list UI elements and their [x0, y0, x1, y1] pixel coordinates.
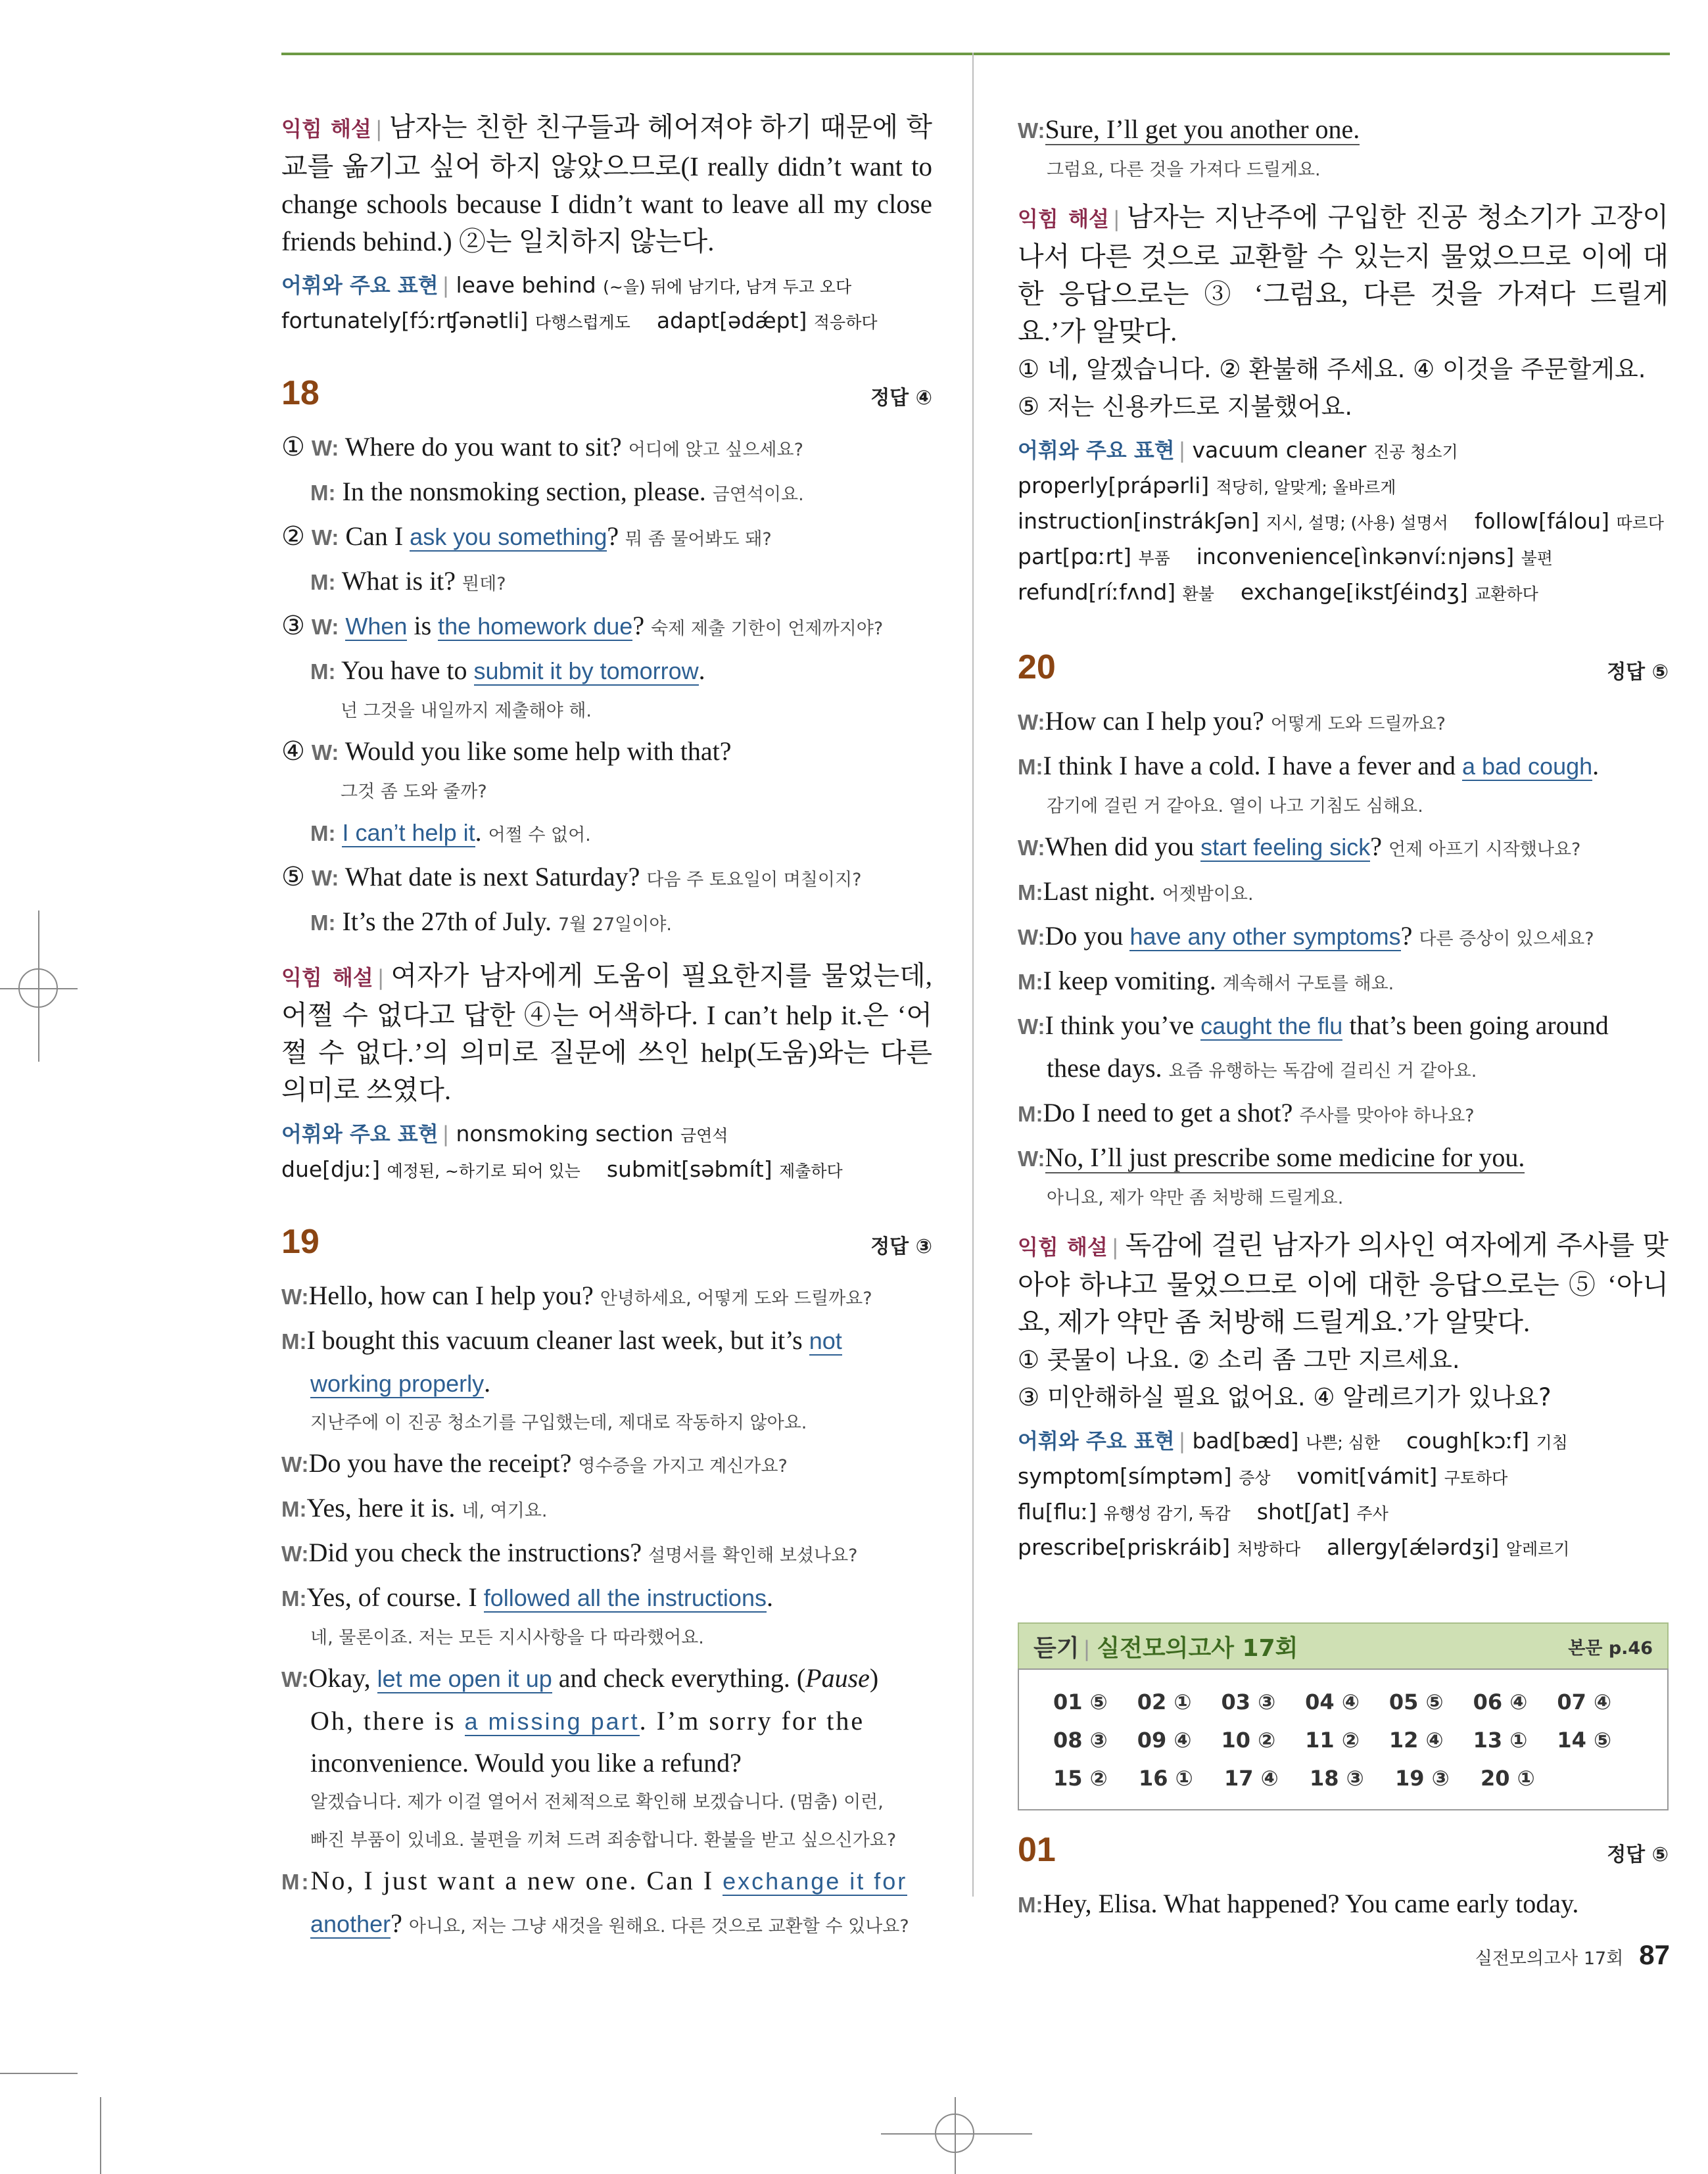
vocabulary-17: 어휘와 주요 표현 | leave behind (~을) 뒤에 남기다, 남겨 두고 오다 fortunately[fɔ́ːrʧənətli] 다행스럽게도 adapt[ədǽpt] 적응하다	[281, 272, 878, 333]
answer-box-header: 듣기 | 실전모의고사 17회 본문 p.46	[1018, 1622, 1669, 1668]
dialogue-line: W:Okay, let me open it up and check everything. (Pause)	[281, 1663, 879, 1693]
column-divider	[972, 53, 974, 1897]
dialogue-line: working properly.	[310, 1368, 491, 1398]
dialogue-line: ④ W: Would you like some help with that?	[281, 736, 732, 766]
explanation-20: 익힘 해설 | 독감에 걸린 남자가 의사인 여자에게 주사를 맞아야 하냐고 물었으므로 이에 대한 응답으로는 ⑤ ‘아니요, 제가 약만 좀 처방해 드릴게요.’가 알맞다. ① 콧물이 나요. ② 소리 좀 그만 지르세요. ③ 미안해하실 필요 없어요. ④ 알레르기가 있나요?	[1018, 1227, 1669, 1416]
dialogue-line: W:I think you’ve caught the flu that’s been going around	[1018, 1010, 1609, 1040]
dialogue-line: ③ W: When is the homework due? 숙제 제출 기한이 언제까지야?	[281, 611, 884, 640]
vocab-meaning: 진공 청소기	[1373, 442, 1458, 461]
vocab-term: shot[ʃat]	[1256, 1499, 1350, 1524]
vocab-term: vomit[vámit]	[1296, 1463, 1438, 1489]
dialogue-line: ② W: Can I ask you something? 뭐 좀 물어봐도 돼?	[281, 521, 772, 551]
crop-mark-h	[0, 2073, 78, 2074]
dialogue-line: M:Yes, here it is. 네, 여기요.	[281, 1493, 548, 1523]
explanation-text: 남자는 지난주에 구입한 진공 청소기가 고장이 나서 다른 것으로 교환할 수 있는지 물었으므로 이에 대한 응답으로는 ③ ‘그럼요, 다른 것을 가져다 드릴게요.’가 알맞다.	[1018, 202, 1669, 346]
blank-answer: start feeling sick	[1200, 834, 1371, 861]
answer-row	[1053, 1759, 1641, 1797]
dialogue-line: W:When did you start feeling sick? 언제 아프기 시작했나요?	[1018, 832, 1581, 861]
blank-answer: let me open it up	[377, 1665, 552, 1692]
answer-key: 정답 ⑤	[1607, 661, 1669, 684]
question-number: 01	[1018, 1831, 1056, 1869]
bottom-registration-circle	[935, 2114, 974, 2153]
answer-box-subtitle: 실전모의고사 17회	[1097, 1634, 1298, 1662]
explanation-19: 익힘 해설 | 남자는 지난주에 구입한 진공 청소기가 고장이 나서 다른 것으로 교환할 수 있는지 물었으므로 이에 대한 응답으로는 ③ ‘그럼요, 다른 것을 가져다 드릴게요.’가 알맞다. ① 네, 알겠습니다. ② 환불해 주세요. ④ 이것을 주문할게요. ⑤ 저는 신용카드로 지불했어요.	[1018, 199, 1669, 425]
vocab-term: follow[fálou]	[1474, 508, 1609, 534]
answer-cell: 06 ④	[1473, 1690, 1528, 1714]
explanation-label: 익힘 해설	[1018, 1235, 1108, 1260]
wrong-options: ③ 미안해하실 필요 없어요. ④ 알레르기가 있나요?	[1018, 1383, 1552, 1411]
dialogue-line: ① W: Where do you want to sit? 어디에 앉고 싶으세요?	[281, 432, 803, 461]
answer-box-body	[1018, 1668, 1669, 1810]
answer-cell: 19 ③	[1395, 1766, 1450, 1791]
explanation-17: 익힘 해설 | 남자는 친한 친구들과 헤어져야 하기 때문에 학교를 옮기고 싶어 하지 않았으므로(I really didn’t want to change schools because I didn’t want to leave all my close friends behind.) ②는 일치하지 않는다.	[281, 112, 933, 256]
vocab-meaning: 처방하다	[1237, 1540, 1301, 1559]
explanation-text: 독감에 걸린 남자가 의사인 여자에게 주사를 맞아야 하냐고 물었으므로 이에 대한 응답으로는 ⑤ ‘아니요, 제가 약만 좀 처방해 드릴게요.’가 알맞다.	[1018, 1230, 1669, 1337]
answer-row	[1053, 1683, 1641, 1721]
blank-answer: have any other symptoms	[1129, 923, 1401, 950]
vocab-meaning: 적응하다	[813, 313, 878, 332]
explanation-label: 익힘 해설	[281, 965, 373, 990]
vocab-meaning: 부품	[1138, 549, 1170, 568]
blank-answer: another	[310, 1910, 391, 1937]
crop-mark-v	[100, 2097, 101, 2174]
footer-section-label: 실전모의고사 17회	[1475, 1949, 1624, 1969]
blank-answer: the homework due	[438, 613, 633, 640]
dialogue-line: M: In the nonsmoking section, please. 금연석이요.	[310, 477, 804, 506]
question-number: 18	[281, 374, 320, 412]
answer-cell: 17 ④	[1224, 1766, 1279, 1791]
blank-answer: When	[345, 613, 408, 640]
vocab-meaning: 유행성 감기, 독감	[1103, 1504, 1231, 1523]
explanation-label: 익힘 해설	[1018, 206, 1109, 231]
vocab-term: symptom[símptəm]	[1018, 1463, 1232, 1489]
blank-answer: working properly	[310, 1370, 485, 1397]
answer-box-page-ref: 본문 p.46	[1568, 1638, 1653, 1659]
translation-line: 네, 물론이죠. 저는 모든 지시사항을 다 따라했어요.	[310, 1628, 704, 1648]
vocab-term: refund[ríːfʌnd]	[1018, 579, 1176, 605]
translation-line: 그것 좀 도와 줄까?	[341, 782, 487, 802]
dialogue-line: W:Hello, how can I help you? 안녕하세요, 어떻게 도와 드릴까요?	[281, 1281, 872, 1310]
top-rule	[281, 53, 1670, 55]
vocab-term: due[djuː]	[281, 1156, 381, 1182]
vocabulary-20: 어휘와 주요 표현 | bad[bæd] 나쁜; 심한 cough[kɔːf] 기침 symptom[símptəm] 증상 vomit[vámit] 구토하다 flu[fluː] 유행성 감기, 독감 shot[ʃat] 주사 prescribe[priskráib] 처방하다 allergy[ǽlərdʒi] 알레르기	[1018, 1428, 1570, 1560]
dialogue-line: M:No, I just want a new one. Can I exchange it for	[281, 1866, 908, 1895]
translation-line: 알겠습니다. 제가 이걸 열어서 전체적으로 확인해 보겠습니다. (멈춤) 이런,	[310, 1792, 884, 1812]
dialogue-line: W:Did you check the instructions? 설명서를 확인해 보셨나요?	[281, 1538, 858, 1567]
left-column	[281, 108, 932, 1947]
vocab-meaning: 알레르기	[1506, 1540, 1570, 1559]
blank-answer: ask you something	[410, 523, 607, 550]
answer-cell: 11 ②	[1305, 1728, 1360, 1753]
vocabulary-18: 어휘와 주요 표현 | nonsmoking section 금연석 due[djuː] 예정된, ~하기로 되어 있는 submit[səbmít] 제출하다	[281, 1121, 843, 1182]
vocab-meaning: 증상	[1239, 1469, 1271, 1488]
vocab-meaning: 교환하다	[1475, 584, 1538, 603]
wrong-options: ① 네, 알겠습니다. ② 환불해 주세요. ④ 이것을 주문할게요.	[1018, 355, 1646, 383]
dialogue-line: M:I keep vomiting. 계속해서 구토를 해요.	[1018, 966, 1394, 995]
dialogue-line: M:I think I have a cold. I have a fever and a bad cough.	[1018, 751, 1600, 780]
vocab-term: leave behind	[456, 272, 596, 298]
answer-cell: 08 ③	[1053, 1728, 1108, 1753]
answer-cell: 20 ①	[1481, 1766, 1535, 1791]
dialogue-line: these days. 요즘 유행하는 독감에 걸리신 거 같아요.	[1047, 1053, 1477, 1083]
blank-answer: caught the flu	[1200, 1012, 1343, 1039]
translation-line: 감기에 걸린 거 같아요. 열이 나고 기침도 심해요.	[1047, 796, 1423, 816]
vocabulary-label: 어휘와 주요 표현	[281, 1122, 439, 1146]
vocabulary-label: 어휘와 주요 표현	[1018, 1429, 1175, 1453]
vocab-term: allergy[ǽlərdʒi]	[1327, 1534, 1500, 1560]
question-20-header	[1018, 648, 1669, 687]
explanation-label: 익힘 해설	[281, 116, 371, 141]
dialogue-line: W:Do you have the receipt? 영수증을 가지고 계신가요?	[281, 1448, 788, 1478]
question-20-dialogue	[1018, 700, 1669, 1217]
wrong-options: ① 콧물이 나요. ② 소리 좀 그만 지르세요.	[1018, 1346, 1460, 1374]
dialogue-line: W:Do you have any other symptoms? 다른 증상이 있으세요?	[1018, 921, 1594, 951]
dialogue-line: W:No, I’ll just prescribe some medicine for you.	[1018, 1143, 1525, 1172]
vocab-meaning: 예정된, ~하기로 되어 있는	[387, 1162, 581, 1181]
vocab-meaning: (~을) 뒤에 남기다, 남겨 두고 오다	[603, 277, 852, 296]
vocab-meaning: 다행스럽게도	[534, 313, 630, 332]
page-number: 87	[1639, 1939, 1670, 1970]
answer-cell: 02 ①	[1137, 1690, 1192, 1714]
dialogue-line: ⑤ W: What date is next Saturday? 다음 주 토요일이 며칠이지?	[281, 862, 862, 891]
dialogue-line: M:Yes, of course. I followed all the instructions.	[281, 1582, 773, 1612]
vocab-term: cough[kɔːf]	[1406, 1428, 1529, 1453]
answer-key: 정답 ⑤	[1607, 1843, 1669, 1866]
answer-cell: 12 ④	[1388, 1728, 1444, 1753]
wrong-options: ⑤ 저는 신용카드로 지불했어요.	[1018, 392, 1353, 421]
blank-answer: I can’t help it	[342, 819, 475, 846]
vocab-meaning: 기침	[1536, 1433, 1568, 1452]
vocab-meaning: 금연석	[680, 1126, 728, 1145]
answer-row	[1053, 1721, 1641, 1759]
dialogue-line: M: What is it? 뭔데?	[310, 566, 506, 596]
blank-answer: followed all the instructions	[483, 1584, 767, 1611]
dialogue-line: M:Do I need to get a shot? 주사를 맞아야 하나요?	[1018, 1098, 1475, 1127]
dialogue-line: M:Last night. 어젯밤이요.	[1018, 876, 1254, 906]
answer-cell: 04 ④	[1305, 1690, 1360, 1714]
vocab-meaning: 지시, 설명; (사용) 설명서	[1266, 513, 1448, 532]
answer-cell: 15 ②	[1053, 1766, 1108, 1791]
answer-cell: 07 ④	[1557, 1690, 1612, 1714]
dialogue-line: another? 아니요, 저는 그냥 새것을 원해요. 다른 것으로 교환할 수 있나요?	[310, 1908, 909, 1938]
answer-cell: 01 ⑤	[1053, 1690, 1108, 1714]
answer-key: 정답 ④	[870, 387, 932, 410]
dialogue-line: inconvenience. Would you like a refund?	[310, 1748, 742, 1778]
blank-answer: a bad cough	[1461, 753, 1593, 780]
vocab-meaning: 나쁜; 심한	[1306, 1433, 1381, 1452]
question-number: 20	[1018, 648, 1056, 686]
vocab-term: adapt[ədǽpt]	[656, 308, 807, 333]
question-18-header	[281, 373, 932, 413]
vocab-meaning: 적당히, 알맞게; 올바르게	[1216, 478, 1396, 497]
dialogue-line: M:Hey, Elisa. What happened? You came early today.	[1018, 1889, 1579, 1918]
question-number: 19	[281, 1223, 320, 1261]
vocab-term: inconvenience[ìnkənvíːnjəns]	[1196, 544, 1515, 569]
explanation-18: 익힘 해설 | 여자가 남자에게 도움이 필요한지를 물었는데, 어쩔 수 없다고 답한 ④는 어색하다. I can’t help it.은 ‘어쩔 수 없다.’의 의미로 질문에 쓰인 help(도움)와는 다른 의미로 쓰였다.	[281, 960, 933, 1105]
vocabulary-19: 어휘와 주요 표현 | vacuum cleaner 진공 청소기 properly[prápərli] 적당히, 알맞게; 올바르게 instruction[instrákʃən] 지시, 설명; (사용) 설명서 follow[fálou] 따르다 part[pɑːrt] 부품 inconvenience[ìnkənvíːnjəns] 불편 refund[ríːfʌnd] 환불 exchange[ikstʃéindʒ] 교환하다	[1018, 437, 1664, 605]
answer-cell: 09 ④	[1137, 1728, 1192, 1753]
vocab-term: vacuum cleaner	[1192, 437, 1367, 463]
answer-cell: 10 ②	[1221, 1728, 1276, 1753]
vocab-term: fortunately[fɔ́ːrʧənətli]	[281, 308, 529, 333]
answer-cell: 14 ⑤	[1557, 1728, 1612, 1753]
blank-answer: a missing part	[464, 1708, 640, 1735]
explanation-text: 여자가 남자에게 도움이 필요한지를 물었는데, 어쩔 수 없다고 답한 ④는 어색하다. I can’t help it.은 ‘어쩔 수 없다.’의 의미로 질문에 쓰인 help(도움)와는 다른 의미로 쓰였다.	[281, 960, 933, 1105]
blank-answer: not	[809, 1327, 842, 1354]
page-footer	[1475, 1939, 1670, 1971]
vocab-meaning: 따르다	[1616, 513, 1664, 532]
vocab-meaning: 구토하다	[1444, 1469, 1508, 1488]
blank-answer: submit it by tomorrow	[473, 657, 699, 684]
dialogue-line: M:I bought this vacuum cleaner last week, but it’s not	[281, 1325, 842, 1355]
answer-key: 정답 ③	[870, 1235, 932, 1258]
registration-circle	[18, 968, 58, 1008]
translation-line: 넌 그것을 내일까지 제출해야 해.	[341, 701, 592, 721]
vocab-term: exchange[ikstʃéindʒ]	[1240, 579, 1468, 605]
answer-cell: 16 ①	[1139, 1766, 1193, 1791]
blank-answer: exchange it for	[723, 1868, 908, 1895]
vocab-meaning: 환불	[1182, 584, 1214, 603]
vocab-term: instruction[instrákʃən]	[1018, 508, 1260, 534]
vocab-term: prescribe[priskráib]	[1018, 1534, 1231, 1560]
question-19-continued	[1018, 108, 1669, 189]
translation-line: 그럼요, 다른 것을 가져다 드릴게요.	[1047, 160, 1321, 180]
translation-line: 지난주에 이 진공 청소기를 구입했는데, 제대로 작동하지 않아요.	[310, 1413, 807, 1433]
question-01-header	[1018, 1830, 1669, 1870]
dialogue-line: W:How can I help you? 어떻게 도와 드릴까요?	[1018, 706, 1446, 736]
answer-box-title: 듣기	[1033, 1634, 1079, 1662]
dialogue-line: W:Sure, I’ll get you another one.	[1018, 114, 1360, 144]
dialogue-line: M: You have to submit it by tomorrow.	[310, 655, 705, 685]
vocab-meaning: 제출하다	[779, 1162, 843, 1181]
vocab-term: properly[prápərli]	[1018, 473, 1210, 498]
vocabulary-label: 어휘와 주요 표현	[1018, 438, 1175, 463]
vocabulary-label: 어휘와 주요 표현	[281, 273, 439, 298]
question-18-dialogue	[281, 426, 932, 945]
vocab-meaning: 불편	[1521, 549, 1553, 568]
dialogue-line: Oh, there is a missing part. I’m sorry for the	[310, 1706, 865, 1736]
translation-line: 빠진 부품이 있네요. 불편을 끼쳐 드려 죄송합니다. 환불을 받고 싶으신가요?	[310, 1830, 897, 1851]
explanation-text: 남자는 친한 친구들과 헤어져야 하기 때문에 학교를 옮기고 싶어 하지 않았으므로(I really didn’t want to change schools because I didn’t want to leave all my close friends behind.) ②는 일치하지 않는다.	[281, 112, 933, 256]
answer-cell: 05 ⑤	[1388, 1690, 1444, 1714]
answer-cell: 03 ③	[1221, 1690, 1276, 1714]
vocab-term: part[pɑːrt]	[1018, 544, 1131, 569]
vocab-term: bad[bæd]	[1192, 1428, 1299, 1453]
vocab-term: submit[səbmít]	[606, 1156, 772, 1182]
answer-cell: 18 ③	[1310, 1766, 1364, 1791]
vocab-term: flu[fluː]	[1018, 1499, 1097, 1524]
question-19-header	[281, 1222, 932, 1262]
vocab-term: nonsmoking section	[456, 1121, 674, 1146]
vocab-meaning: 주사	[1356, 1504, 1388, 1523]
answer-cell: 13 ①	[1473, 1728, 1528, 1753]
dialogue-line: M: I can’t help it. 어쩔 수 없어.	[310, 817, 591, 847]
question-19-dialogue	[281, 1275, 932, 1947]
translation-line: 아니요, 제가 약만 좀 처방해 드릴게요.	[1047, 1188, 1344, 1208]
right-column	[1018, 108, 1669, 1926]
dialogue-line: M: It’s the 27th of July. 7월 27일이야.	[310, 907, 673, 936]
